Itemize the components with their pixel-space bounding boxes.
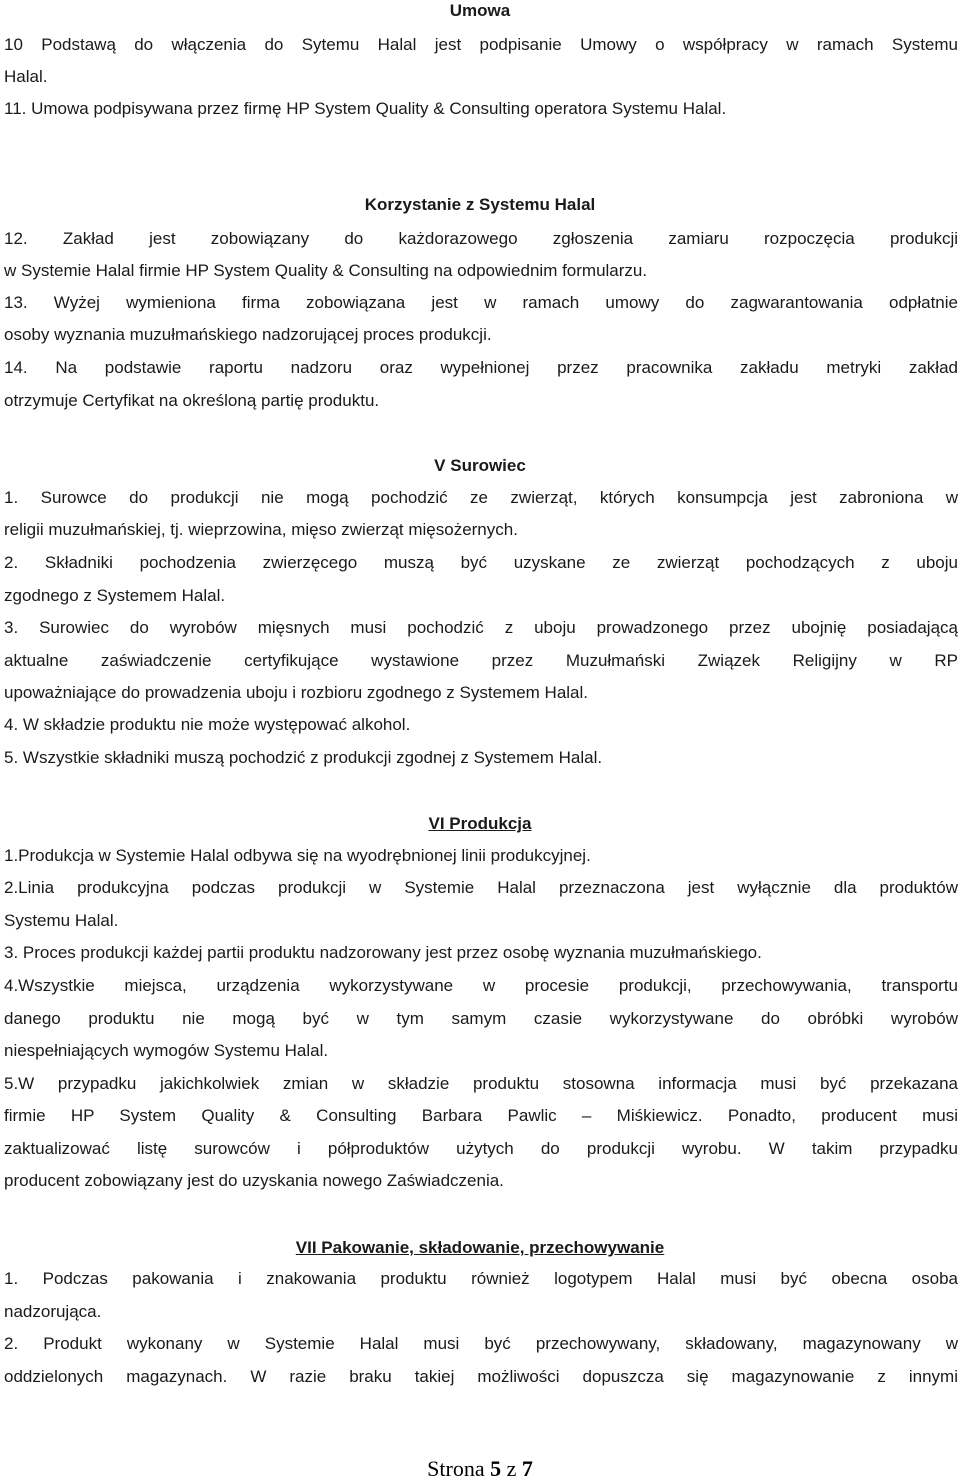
produkcja-5-line-2: firmie HP System Quality & Consulting Barbara Pawlic – Miśkiewicz. Ponadto, producent musi: [4, 1106, 958, 1125]
heading-surowiec: V Surowiec: [434, 456, 526, 475]
footer-separator: z: [506, 1456, 517, 1481]
paragraph-11: 11. Umowa podpisywana przez firmę HP System Quality & Consulting operatora Systemu Halal.: [4, 99, 727, 118]
footer-prefix: Strona: [427, 1456, 485, 1481]
produkcja-5-line-1: 5.W przypadku jakichkolwiek zmian w składzie produktu stosowna informacja musi być przekazana: [4, 1074, 958, 1093]
footer-current-page: 5: [490, 1456, 502, 1481]
paragraph-13-line-1: 13. Wyżej wymieniona firma zobowiązana jest w ramach umowy do zagwarantowania odpłatnie: [4, 293, 958, 312]
produkcja-4-line-3: niespełniających wymogów Systemu Halal.: [4, 1041, 329, 1060]
paragraph-12-line-1: 12. Zakład jest zobowiązany do każdorazowego zgłoszenia zamiaru rozpoczęcia produkcji: [4, 229, 958, 248]
produkcja-5-line-3: zaktualizować listę surowców i półproduktów użytych do produkcji wyrobu. W takim przypadku: [4, 1139, 958, 1158]
heading-umowa: Umowa: [449, 1, 511, 20]
surowiec-1-line-2: religii muzułmańskiej, tj. wieprzowina, mięso zwierząt mięsożernych.: [4, 520, 518, 539]
surowiec-2-line-1: 2. Składniki pochodzenia zwierzęcego muszą być uzyskane ze zwierząt pochodzących z uboju: [4, 553, 958, 572]
heading-korzystanie: Korzystanie z Systemu Halal: [364, 195, 596, 214]
paragraph-14-line-1: 14. Na podstawie raportu nadzoru oraz wypełnionej przez pracownika zakładu metryki zakład: [4, 358, 958, 377]
produkcja-1: 1.Produkcja w Systemie Halal odbywa się na wyodrębnionej linii produkcyjnej.: [4, 846, 591, 865]
surowiec-4: 4. W składzie produktu nie może występować alkohol.: [4, 715, 411, 734]
surowiec-2-line-2: zgodnego z Systemem Halal.: [4, 586, 226, 605]
heading-produkcja: [0, 813, 960, 835]
pakowanie-2-line-1: 2. Produkt wykonany w Systemie Halal musi być przechowywany, składowany, magazynowany w: [4, 1334, 958, 1353]
paragraph-10-line-1: 10 Podstawą do włączenia do Sytemu Halal jest podpisanie Umowy o współpracy w ramach Systemu: [4, 35, 958, 54]
surowiec-3-line-3: upoważniające do prowadzenia uboju i rozbioru zgodnego z Systemem Halal.: [4, 683, 589, 702]
pakowanie-1-line-2: nadzorująca.: [4, 1302, 102, 1321]
paragraph-13-line-2: osoby wyznania muzułmańskiego nadzorującej proces produkcji.: [4, 325, 492, 344]
pakowanie-1-line-1: 1. Podczas pakowania i znakowania produktu również logotypem Halal musi być obecna osoba: [4, 1269, 958, 1288]
produkcja-4-line-1: 4.Wszystkie miejsca, urządzenia wykorzystywane w procesie produkcji, przechowywania, transportu: [4, 976, 958, 995]
produkcja-2-line-1: 2.Linia produkcyjna podczas produkcji w Systemie Halal przeznaczona jest wyłącznie dla produktów: [4, 878, 958, 897]
paragraph-10-line-2: Halal.: [4, 67, 48, 86]
heading-produkcja-text: VI Produkcja: [428, 814, 532, 833]
heading-pakowanie-text: VII Pakowanie, składowanie, przechowywanie: [295, 1238, 665, 1257]
produkcja-5-line-4: producent zobowiązany jest do uzyskania nowego Zaświadczenia.: [4, 1171, 504, 1190]
surowiec-3-line-2: aktualne zaświadczenie certyfikujące wystawione przez Muzułmański Związek Religijny w RP: [4, 651, 958, 670]
produkcja-4-line-2: danego produktu nie mogą być w tym samym czasie wykorzystywane do obróbki wyrobów: [4, 1009, 958, 1028]
surowiec-3-line-1: 3. Surowiec do wyrobów mięsnych musi pochodzić z uboju prowadzonego przez ubojnię posiadającą: [4, 618, 958, 637]
pakowanie-2-line-2: oddzielonych magazynach. W razie braku takiej możliwości dopuszcza się magazynowanie z innymi: [4, 1367, 958, 1386]
produkcja-2-line-2: Systemu Halal.: [4, 911, 119, 930]
produkcja-3: 3. Proces produkcji każdej partii produktu nadzorowany jest przez osobę wyznania muzułmańskiego.: [4, 943, 762, 962]
surowiec-5: 5. Wszystkie składniki muszą pochodzić z produkcji zgodnej z Systemem Halal.: [4, 748, 603, 767]
page-footer: [0, 1456, 960, 1482]
footer-total-pages: 7: [521, 1456, 533, 1481]
paragraph-14-line-2: otrzymuje Certyfikat na określoną partię produktu.: [4, 391, 380, 410]
heading-pakowanie: [0, 1237, 960, 1259]
paragraph-12-line-2: w Systemie Halal firmie HP System Quality & Consulting na odpowiednim formularzu.: [4, 261, 648, 280]
surowiec-1-line-1: 1. Surowce do produkcji nie mogą pochodzić ze zwierząt, których konsumpcja jest zabroniona w: [4, 488, 958, 507]
